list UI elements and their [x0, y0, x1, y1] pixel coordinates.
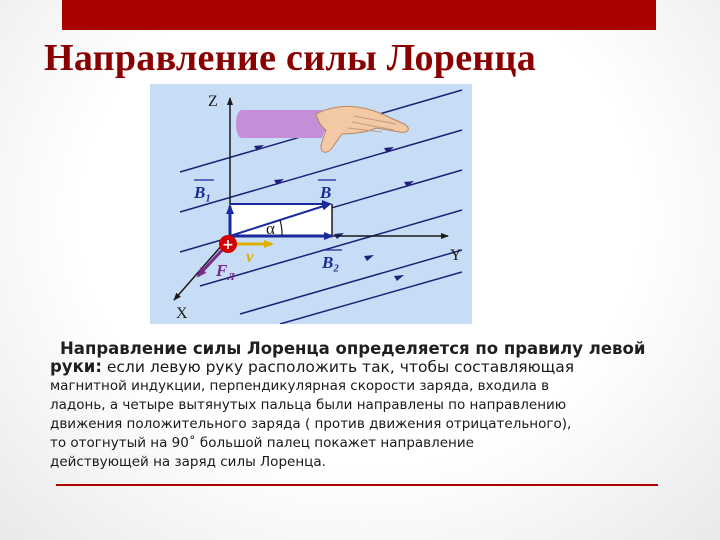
rule-line-1: если левую руку расположить так, чтобы составляющая — [106, 358, 575, 376]
rule-line-6: действующей на заряд силы Лоренца. — [50, 454, 326, 470]
rule-description — [50, 340, 690, 471]
rule-lead: Направление силы Лоренца определяется по правилу левой руки: — [50, 339, 646, 376]
rule-line-2: магнитной индукции, перпендикулярная скорости заряда, входила в — [50, 378, 550, 394]
force-subscript: Л — [227, 271, 235, 283]
x-axis-label: X — [176, 305, 188, 322]
rule-line-3: ладонь, а четыре вытянутых пальца были направлены по направлению — [50, 397, 567, 413]
b2-label: B₂ — [322, 253, 340, 272]
alpha-label: α — [266, 219, 275, 238]
rule-line-5: то отогнутый на 90˚ большой палец покажет направление — [50, 435, 474, 451]
charge-sign: + — [222, 237, 234, 253]
title-accent-bar — [62, 0, 656, 30]
slide-title: Направление силы Лоренца — [44, 37, 537, 79]
b-label: B — [320, 183, 332, 202]
b1-label: B₁ — [194, 183, 212, 202]
rule-line-4: движения положительного заряда ( против движения отрицательного), — [50, 416, 572, 432]
z-axis-label: Z — [208, 93, 218, 110]
force-letter: F — [216, 261, 228, 280]
bottom-divider — [56, 484, 658, 486]
lorentz-force-diagram — [150, 84, 472, 324]
y-axis-label: Y — [450, 247, 462, 264]
velocity-label: v — [246, 247, 254, 266]
